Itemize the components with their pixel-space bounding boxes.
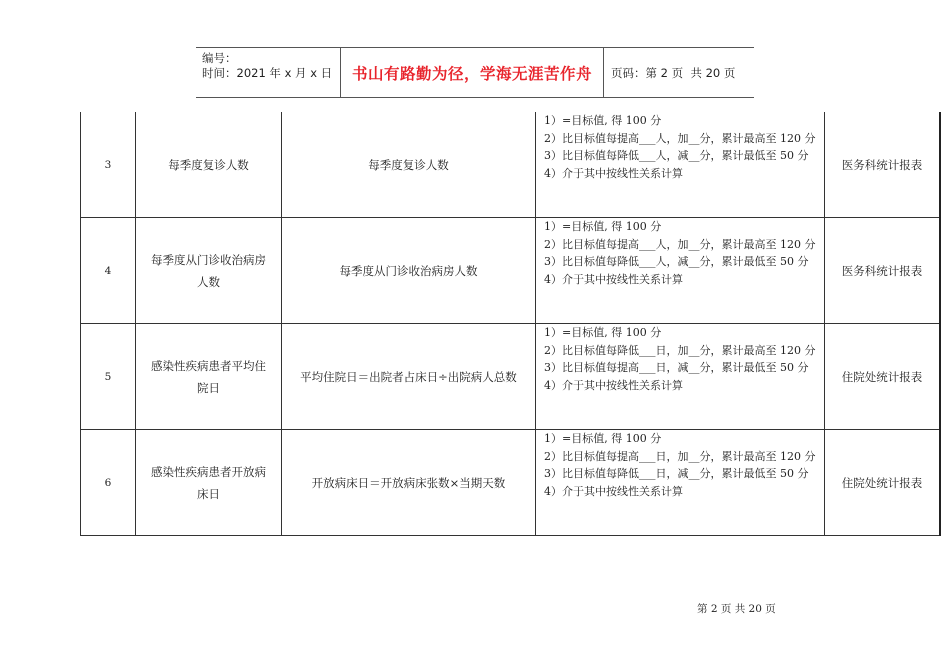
indicator-formula: 每季度从门诊收治病房人数 [282,218,536,324]
scoring-rule-line: 1）=目标值, 得 100 分 [544,220,662,233]
row-number: 5 [81,324,136,430]
time-label: 时间：2021 年 x 月 x 日 [202,66,333,80]
indicator-table [80,112,941,536]
scoring-rule-line: 3）比目标值每提高___日，减__分，累计最低至 50 分 [544,361,809,375]
scoring-rules [536,112,825,218]
scoring-rule-line: 4）介于其中按线性关系计算 [544,379,683,393]
scoring-rule-line: 2）比目标值每提高___日，加__分，累计最高至 120 分 [544,449,816,463]
data-source: 住院处统计报表 [825,324,941,430]
row-number: 3 [81,112,136,218]
page-info-text: 页码：第 2 页 共 20 页 [611,65,736,80]
table-row [81,430,941,536]
page-header [196,47,754,98]
indicator-formula: 每季度复诊人数 [282,112,536,218]
data-source: 医务科统计报表 [825,218,941,324]
header-page-info [604,48,754,97]
scoring-rules [536,218,825,324]
page-footer: 第 2 页 共 20 页 [697,603,776,615]
header-motto: 书山有路勤为径，学海无涯苦作舟 [340,48,604,97]
data-source: 住院处统计报表 [825,430,941,536]
scoring-rule-line: 2）比目标值每降低___日，加__分，累计最高至 120 分 [544,343,816,357]
indicator-name: 感染性疾病患者开放病床日 [136,430,282,536]
scoring-rule-line: 3）比目标值每降低___人，减__分，累计最低至 50 分 [544,255,809,269]
scoring-rules [536,430,825,536]
data-source: 医务科统计报表 [825,112,941,218]
scoring-rule-line: 1）=目标值, 得 100 分 [544,326,662,339]
scoring-rule-line: 3）比目标值每降低___日，减__分，累计最低至 50 分 [544,467,809,481]
row-number: 4 [81,218,136,324]
indicator-formula: 平均住院日＝出院者占床日÷出院病人总数 [282,324,536,430]
table-row [81,218,941,324]
indicator-name: 每季度复诊人数 [136,112,282,218]
scoring-rule-line: 4）介于其中按线性关系计算 [544,273,683,287]
scoring-rule-line: 2）比目标值每提高___人，加__分，累计最高至 120 分 [544,131,816,145]
scoring-rule-line: 1）=目标值, 得 100 分 [544,114,662,127]
scoring-rule-line: 3）比目标值每降低___人，减__分，累计最低至 50 分 [544,149,809,163]
scoring-rule-line: 4）介于其中按线性关系计算 [544,167,683,181]
indicator-name: 每季度从门诊收治病房人数 [136,218,282,324]
scoring-rule-line: 4）介于其中按线性关系计算 [544,485,683,499]
table-row [81,324,941,430]
code-label: 编号： [202,51,237,65]
table-row [81,112,941,218]
indicator-formula: 开放病床日＝开放病床张数×当期天数 [282,430,536,536]
row-number: 6 [81,430,136,536]
header-meta [196,48,340,97]
indicator-name: 感染性疾病患者平均住院日 [136,324,282,430]
scoring-rule-line: 1）=目标值, 得 100 分 [544,432,662,445]
scoring-rules [536,324,825,430]
scoring-rule-line: 2）比目标值每提高___人，加__分，累计最高至 120 分 [544,237,816,251]
